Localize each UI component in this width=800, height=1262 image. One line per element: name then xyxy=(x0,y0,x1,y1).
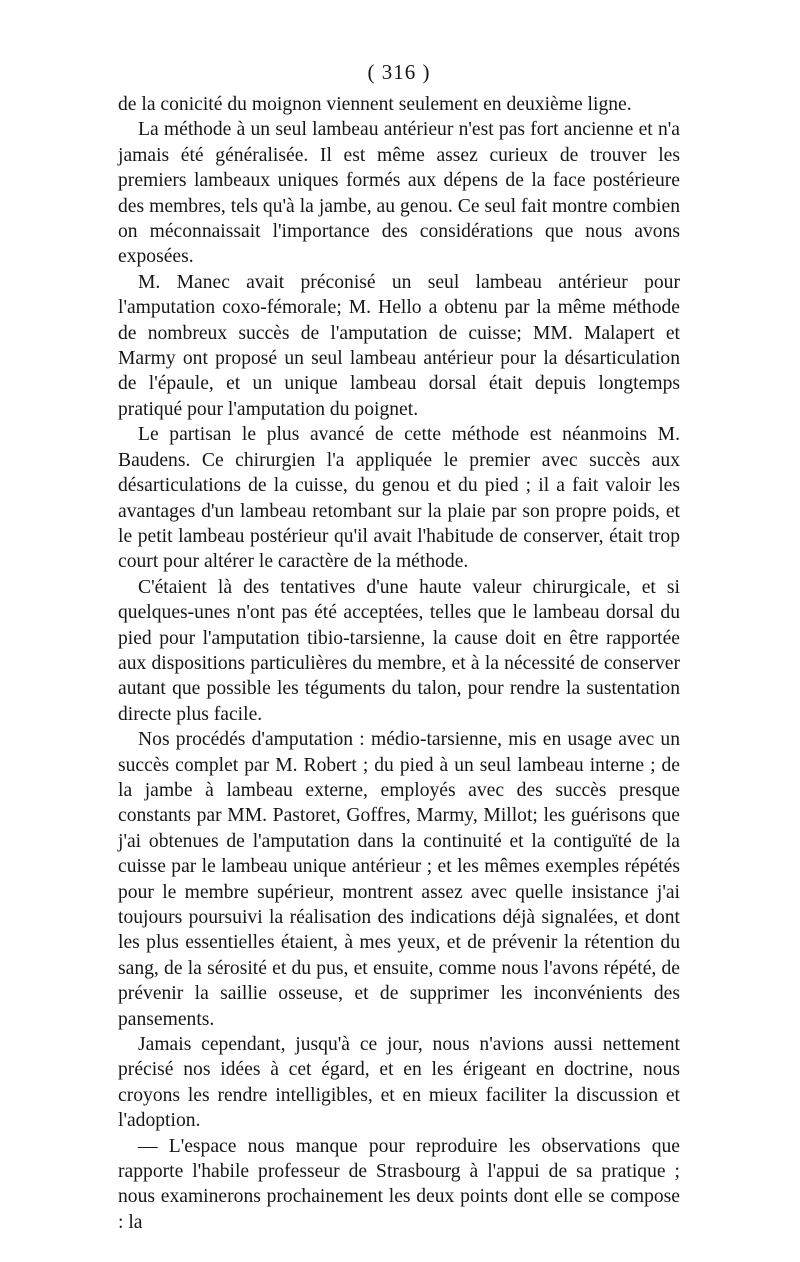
paragraph-doctrine: Jamais cependant, jusqu'à ce jour, nous n'avions aussi nettement précisé nos idées à cet égard, et en les érigeant en doctrine, nous croyons les rendre intelligibles, et en mieux faciliter la discussion et l'adoption. xyxy=(118,1034,680,1132)
page-number: ( 316 ) xyxy=(367,60,431,84)
paragraph-space-lacking: — L'espace nous manque pour reproduire les observations que rapporte l'habile professeur de Strasbourg à l'appui de sa pratique ; nous examinerons prochainement les deux points dont elle se compose : la xyxy=(118,1135,680,1233)
paragraph-attempts: C'étaient là des tentatives d'une haute valeur chirurgicale, et si quelques-unes n'ont pas été acceptées, telles que le lambeau dorsal du pied pour l'amputation tibio-tarsienne, la cause doit en être rapportée aux dispositions particulières du membre, et à la nécessité de conserver autant que possible les téguments du talon, pour rendre la sustentation directe plus facile. xyxy=(118,576,680,725)
paragraph-anterior-flap-method: La méthode à un seul lambeau antérieur n'est pas fort ancienne et n'a jamais été généralisée. Il est même assez curieux de trouver les premiers lambeaux uniques formés aux dépens de la face postérieure des membres, tels qu'à la jambe, au genou. Ce seul fait montre combien on méconnaissait l'importance des considérations que nous avons exposées. xyxy=(118,119,680,268)
body-text xyxy=(118,92,680,1235)
paragraph-our-procedures: Nos procédés d'amputation : médio-tarsienne, mis en usage avec un succès complet par M. Robert ; du pied à un seul lambeau interne ; de la jambe à lambeau externe, employés avec des succès presque constants par MM. Pastoret, Goffres, Marmy, Millot; les guérisons que j'ai obtenues de l'amputation dans la continuité et la contiguïté de la cuisse par le lambeau unique antérieur ; et les mêmes exemples répétés pour le membre supérieur, montrent assez avec quelle insistance j'ai toujours poursuivi la réalisation des indications déjà signalées, et dont les plus essentielles étaient, à mes yeux, et de prévenir la rétention du sang, de la sérosité et du pus, et ensuite, comme nous l'avons répété, de prévenir la saillie osseuse, et de supprimer les inconvénients des pansements. xyxy=(118,729,680,1030)
paragraph-baudens: Le partisan le plus avancé de cette méthode est néanmoins M. Baudens. Ce chirurgien l'a appliquée le premier avec succès aux désarticulations de la cuisse, du genou et du pied ; il a fait valoir les avantages d'un lambeau retombant sur la plaie par son propre poids, et le petit lambeau postérieur qu'il avait l'habitude de conserver, était trop court pour altérer le caractère de la méthode. xyxy=(118,424,680,573)
book-page xyxy=(118,52,680,1235)
paragraph-continuation: de la conicité du moignon viennent seulement en deuxième ligne. xyxy=(118,94,632,115)
paragraph-manec-hello: M. Manec avait préconisé un seul lambeau antérieur pour l'amputation coxo-fémorale; M. Hello a obtenu par la même méthode de nombreux succès de l'amputation de cuisse; MM. Malapert et Marmy ont proposé un seul lambeau antérieur pour la désarticulation de l'épaule, et un unique lambeau dorsal était depuis longtemps pratiqué pour l'amputation du poignet. xyxy=(118,271,680,420)
